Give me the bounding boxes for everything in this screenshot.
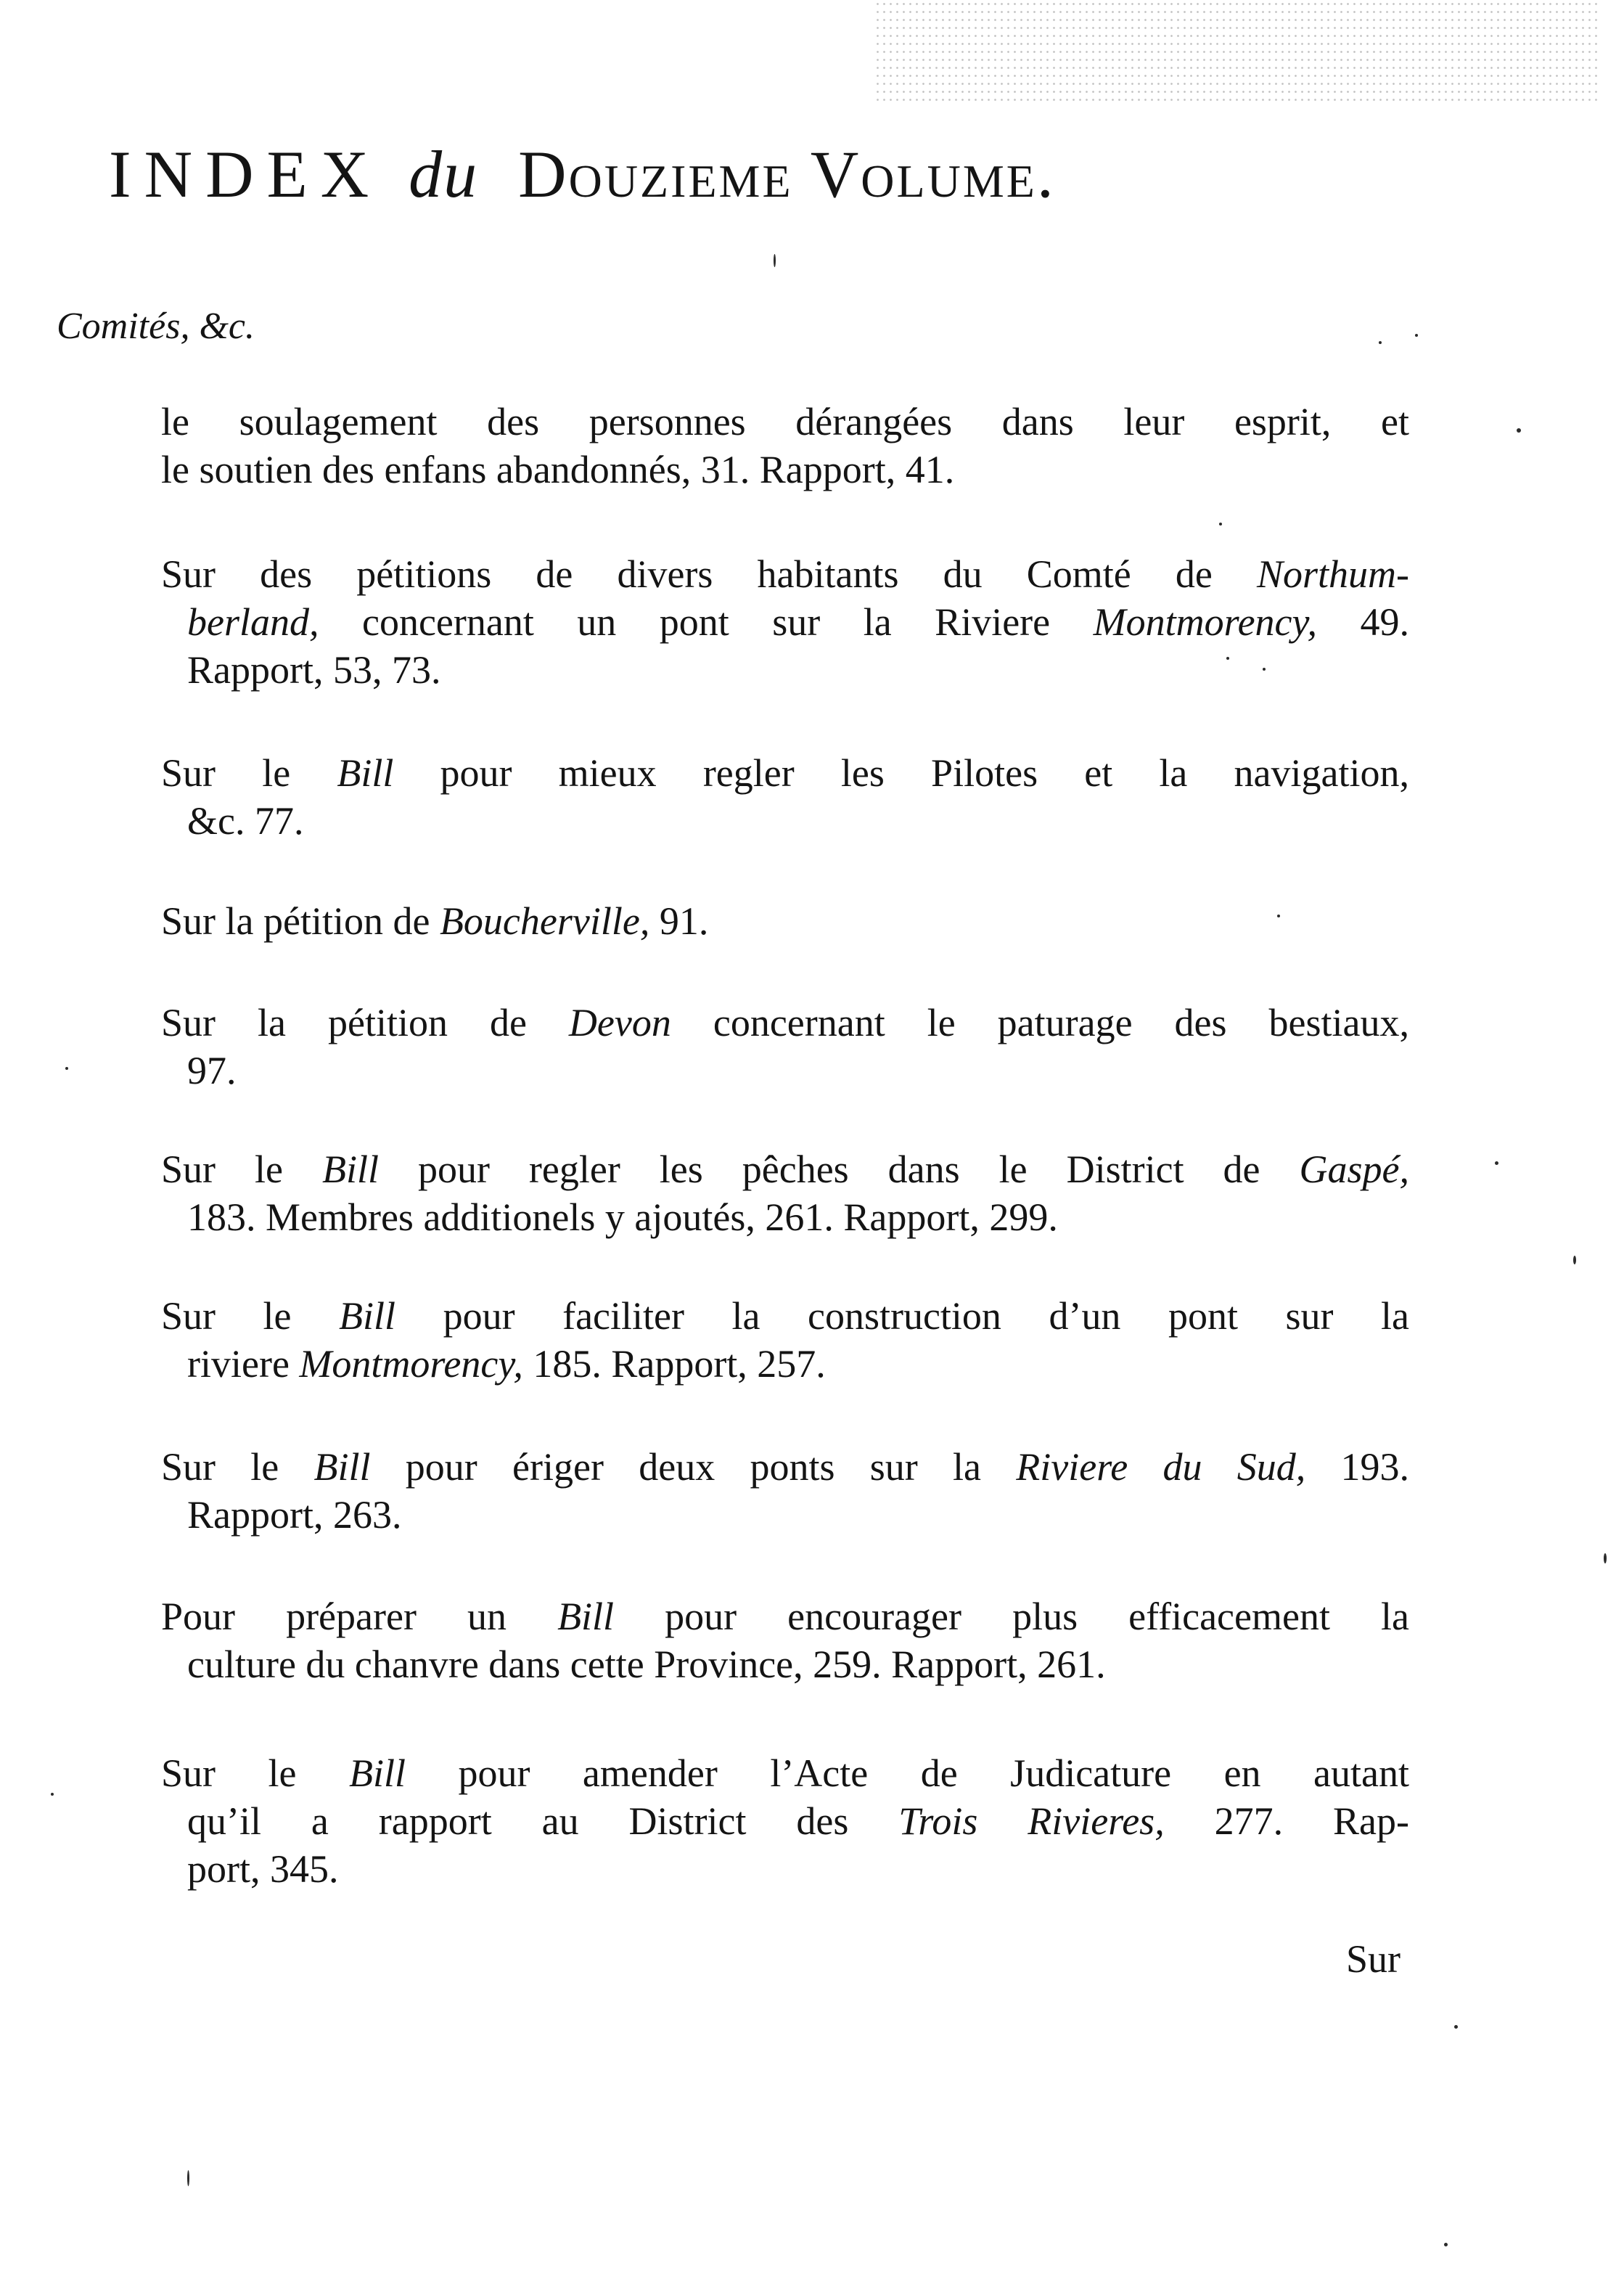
entry-text: concernant un pont sur la Riviere bbox=[319, 600, 1094, 644]
entry-italic: Northum- bbox=[1256, 552, 1409, 596]
index-entry bbox=[161, 999, 1409, 1095]
title-index: INDEX bbox=[109, 137, 382, 211]
entry-italic: Montmorency, bbox=[299, 1342, 523, 1386]
entry-italic: Bill bbox=[313, 1445, 371, 1489]
entry-line: culture du chanvre dans cette Province, 259. Rapport, 261. bbox=[187, 1643, 1106, 1686]
scan-speck bbox=[1226, 657, 1229, 660]
index-entry bbox=[161, 1145, 1409, 1241]
entry-italic: Bill bbox=[337, 751, 394, 795]
entry-italic: Bill bbox=[321, 1148, 379, 1191]
index-entry bbox=[161, 1443, 1409, 1539]
scan-speck bbox=[774, 254, 776, 267]
entry-line bbox=[161, 1292, 1409, 1340]
entry-line: 97. bbox=[187, 1049, 237, 1092]
entry-text: Sur la pétition de bbox=[161, 1001, 569, 1044]
entry-italic: Gaspé, bbox=[1299, 1148, 1409, 1191]
entry-line: 183. Membres additionels y ajoutés, 261. Rapport, 299. bbox=[187, 1195, 1058, 1239]
entry-italic: Devon bbox=[568, 1001, 671, 1044]
index-entry bbox=[161, 749, 1409, 845]
entry-text: pour ériger deux ponts sur la bbox=[370, 1445, 1017, 1489]
scan-speck bbox=[1379, 341, 1382, 344]
entry-text: Pour préparer un bbox=[161, 1595, 558, 1638]
entry-text: pour amender l’Acte de Judicature en autant bbox=[405, 1751, 1409, 1795]
scan-speck bbox=[1573, 1256, 1576, 1264]
title-du: du bbox=[409, 137, 479, 211]
entry-text: Sur le bbox=[161, 1445, 314, 1489]
scan-speck bbox=[1277, 915, 1280, 917]
entry-text: qu’il a rapport au District des bbox=[187, 1799, 899, 1843]
entry-text: pour regler les pêches dans le District de bbox=[378, 1148, 1300, 1191]
entry-text: Sur le bbox=[161, 1148, 322, 1191]
scan-speck bbox=[1495, 1161, 1498, 1165]
section-label: Comités, &c. bbox=[57, 306, 255, 347]
entry-italic: Riviere du Sud, bbox=[1016, 1445, 1306, 1489]
scan-speck bbox=[51, 1793, 54, 1796]
entry-text: pour faciliter la construction d’un pont sur la bbox=[395, 1294, 1409, 1338]
entry-text: pour mieux regler les Pilotes et la navigation, bbox=[393, 751, 1409, 795]
entry-line: Rapport, 263. bbox=[187, 1493, 402, 1537]
entry-line bbox=[161, 1340, 1409, 1388]
entry-text: 91. bbox=[649, 899, 709, 943]
scan-noise bbox=[874, 0, 1600, 102]
entry-line bbox=[161, 1443, 1409, 1491]
entry-text: Sur le bbox=[161, 751, 337, 795]
entry-line: le soutien des enfans abandonnés, 31. Rapport, 41. bbox=[161, 448, 955, 491]
entry-text: 193. bbox=[1305, 1445, 1410, 1489]
entry-line bbox=[161, 999, 1409, 1047]
scan-speck bbox=[1219, 523, 1222, 525]
entry-line bbox=[161, 749, 1409, 797]
scan-speck bbox=[65, 1067, 68, 1070]
entry-line bbox=[161, 1145, 1409, 1193]
index-entry bbox=[161, 1749, 1409, 1893]
entry-text: 277. Rap- bbox=[1164, 1799, 1409, 1843]
entry-line: &c. 77. bbox=[187, 799, 304, 843]
scan-speck bbox=[1444, 2243, 1448, 2246]
entry-text: Sur le bbox=[161, 1294, 340, 1338]
catchword: Sur bbox=[1346, 1937, 1401, 1981]
entry-line: Rapport, 53, 73. bbox=[187, 648, 441, 692]
entry-line bbox=[161, 1749, 1409, 1797]
entry-text: riviere bbox=[187, 1342, 300, 1386]
entry-line bbox=[161, 550, 1409, 598]
index-entry bbox=[161, 398, 1409, 494]
page-title bbox=[109, 134, 1415, 214]
index-entry bbox=[161, 550, 1409, 694]
entry-italic: Montmorency, bbox=[1093, 600, 1318, 644]
entry-text: concernant le paturage des bestiaux, bbox=[670, 1001, 1409, 1044]
index-entry bbox=[161, 897, 1409, 945]
entry-italic: Trois Rivieres, bbox=[898, 1799, 1165, 1843]
entry-line bbox=[161, 598, 1409, 646]
entry-italic: berland, bbox=[187, 600, 319, 644]
entry-line bbox=[161, 1592, 1409, 1640]
scan-speck bbox=[1517, 428, 1521, 433]
entry-text: 185. Rapport, 257. bbox=[522, 1342, 826, 1386]
scan-speck bbox=[1454, 2025, 1458, 2029]
entry-italic: Boucherville, bbox=[439, 899, 650, 943]
index-entry bbox=[161, 1592, 1409, 1688]
entry-italic: Bill bbox=[339, 1294, 396, 1338]
entry-text: Sur la pétition de bbox=[161, 899, 440, 943]
entry-italic: Bill bbox=[348, 1751, 406, 1795]
entry-text: Sur des pétitions de divers habitants du Comté de bbox=[161, 552, 1257, 596]
title-volume: Douzieme Volume. bbox=[518, 137, 1056, 211]
scan-speck bbox=[187, 2170, 189, 2186]
scan-speck bbox=[1415, 334, 1418, 337]
entry-line bbox=[161, 897, 1409, 945]
entry-line bbox=[161, 1797, 1409, 1845]
index-entry bbox=[161, 1292, 1409, 1388]
scan-speck bbox=[1604, 1553, 1607, 1563]
entry-italic: Bill bbox=[557, 1595, 615, 1638]
entry-line: le soulagement des personnes dérangées dans leur esprit, et bbox=[161, 400, 1409, 443]
entry-text: 49. bbox=[1317, 600, 1409, 644]
entry-line: port, 345. bbox=[187, 1847, 339, 1891]
entry-text: pour encourager plus efficacement la bbox=[614, 1595, 1409, 1638]
scan-speck bbox=[1263, 668, 1266, 671]
entry-text: Sur le bbox=[161, 1751, 349, 1795]
